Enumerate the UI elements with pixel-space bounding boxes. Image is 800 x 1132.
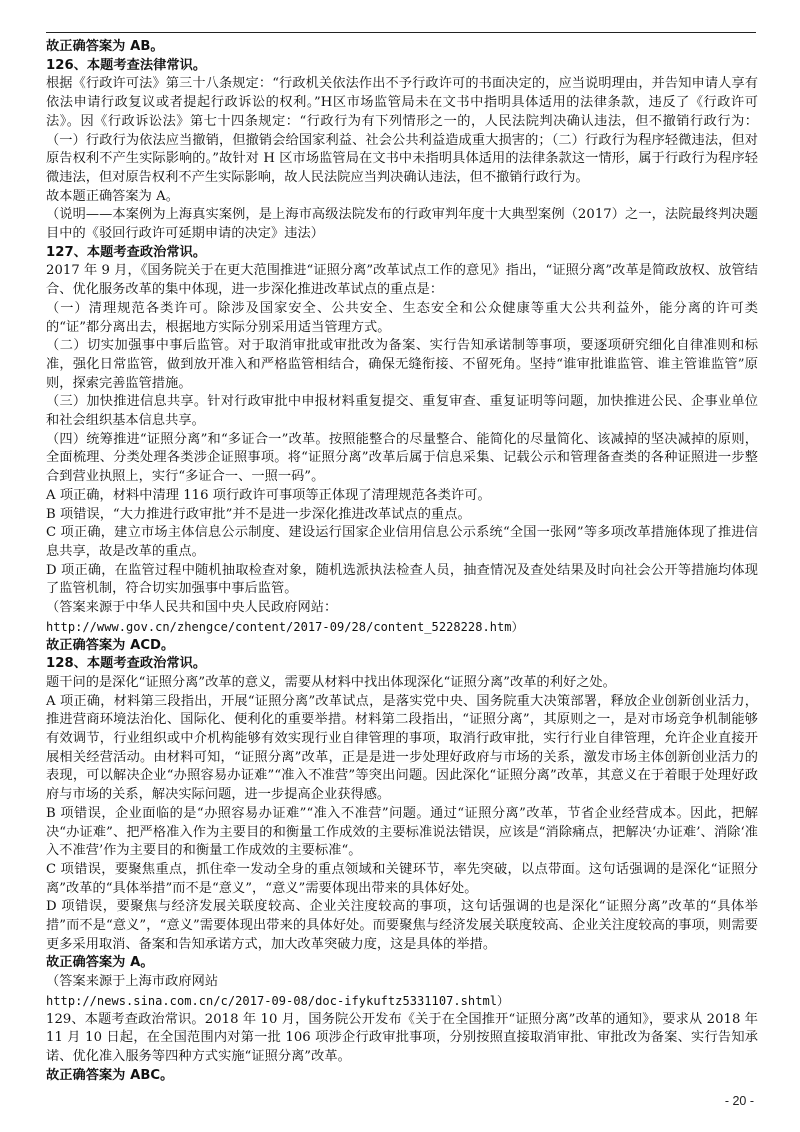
option-explanation: A 项正确，材料中清理 116 项行政许可事项等正体现了清理规范各类许可。	[46, 487, 491, 503]
source-url: http://www.gov.cn/zhengce/content/2017-09/28/content_5228228.htm）	[46, 619, 524, 634]
option-explanation: D 项错误，要聚焦与经济发展关联度较高、企业关注度较高的事项，这句话强调的也是深化“证照分离”改革的“具体举措”而不是“意义”，“意义”需要体现出带来的具体好处。而要聚焦与经济发展关联度较高、企业关注度较高的事项，则需要更多采用取消、备案和告知承诺方式，加大改革突破力度，这是具体的举措。	[46, 899, 758, 952]
answer-line: 故正确答案为 ABC。	[46, 1067, 174, 1083]
option-explanation: C 项正确，建立市场主体信息公示制度、建设运行国家企业信用信息公示系统“全国一张网”等多项改革措施体现了推进信息共享，故是改革的重点。	[46, 525, 758, 559]
option-explanation: C 项错误，要聚焦重点，抓住牵一发动全身的重点领域和关键环节，率先突破，以点带面。这句话强调的是深化“证照分离”改革的“具体举措”而不是“意义”，“意义”需要体现出带来的具体好处。	[46, 861, 758, 896]
paragraph: 根据《行政许可法》第三十八条规定：“行政机关依法作出不予行政许可的书面决定的，应当说明理由，并告知申请人享有依法申请行政复议或者提起行政诉讼的权利。”H区市场监管局未在文书中指明具体适用的法律条款，违反了《行政许可法》。因《行政诉讼法》第七十四条规定：“行政行为有下列情形之一的，人民法院判决确认违法，但不撤销行政行为：（一）行政行为依法应当撤销，但撤销会给国家利益、社会公共利益造成重大损害的；（二）行政行为程序轻微违法，但对原告权利不产生实际影响的。”故针对 H 区市场监管局在文书中未指明具体适用的法律条款这一情形，属于行政行为程序轻微违法，但对原告权利不产生实际影响，故人民法院应当判决确认违法，但不撤销行政行为。	[46, 76, 758, 185]
paragraph: 2017 年 9 月，《国务院关于在更大范围推进“证照分离”改革试点工作的意见》指出，“证照分离”改革是简政放权、放管结合、优化服务改革的集中体现，进一步深化推进改革试点的重点是：	[46, 263, 758, 298]
option-explanation: B 项错误，“大力推进行政审批”并不是进一步深化推进改革试点的重点。	[46, 506, 471, 522]
answer-line: 故正确答案为 A。	[46, 955, 154, 971]
document-body	[46, 38, 758, 1085]
option-explanation: A 项正确，材料第三段指出，开展“证照分离”改革试点，是落实党中央、国务院重大决策部署，释放企业创新创业活力，推进营商环境法治化、国际化、便利化的重要举措。材料第二段指出，“证照分离”，其原则之一，是对市场竞争机制能够有效调节，行业组织或中介机构能够有效实现行业自律管理的事项，取消行政审批，实行行业自律管理，允许企业直接开展相关经营活动。由材料可知，“证照分离”改革，正是是进一步处理好政府与市场的关系，激发市场主体创新创业活力的表现，可以解决企业“办照容易办证难”“准入不准营”等突出问题。因此深化“证照分离”改革，其意义在于着眼于处理好政府与市场的关系，解决实际问题，进一步提高企业获得感。	[46, 693, 758, 803]
page-number: - 20 -	[724, 1094, 754, 1108]
question-heading: 126、本题考查法律常识。	[46, 57, 207, 73]
option-explanation: D 项正确，在监管过程中随机抽取检查对象，随机选派执法检查人员，抽查情况及查处结果及时向社会公开等措施均体现了监管机制，符合切实加强事中事后监管。	[46, 562, 758, 597]
option-explanation: B 项错误，企业面临的是“办照容易办证难”“准入不准营”问题。通过“证照分离”改革，节省企业经营成本。因此，把解决“办证难”、把严格准入作为主要目的和衡量工作成效的主要标准说法错误，应该是“消除痛点，把解决‘办证难’、消除‘准入不准营’作为主要目的和衡量工作成效的主要标准“。	[46, 805, 758, 859]
paragraph: 129、本题考查政治常识。2018 年 10 月，国务院公开发布《关于在全国推开“证照分离”改革的通知》，要求从 2018 年 11 月 10 日起，在全国范围内对第一批 106 项涉企行政审批事项，分别按照直接取消审批、审批改为备案、实行告知承诺、优化准入服务等四种方式实施“证照分离”改革。	[46, 1011, 758, 1064]
paragraph: （四）统筹推进“证照分离”和“多证合一”改革。按照能整合的尽量整合、能简化的尽量简化、该减掉的坚决减掉的原则，全面梳理、分类处理各类涉企证照事项。将“证照分离”改革后属于信息采集、记载公示和管理备查类的各种证照进一步整合到营业执照上，实行“多证合一、一照一码”。	[46, 431, 758, 485]
paragraph: （说明——本案例为上海真实案例，是上海市高级法院发布的行政审判年度十大典型案例（2017）之一，法院最终判决题目中的《驳回行政许可延期申请的决定》违法）	[46, 207, 758, 242]
paragraph: 故本题正确答案为 A。	[46, 188, 179, 204]
source-url: http://news.sina.com.cn/c/2017-09-08/doc-ifykuftz5331107.shtml）	[46, 993, 510, 1008]
answer-line: 故正确答案为 ACD。	[46, 637, 175, 653]
paragraph: 题干问的是深化“证照分离”改革的意义，需要从材料中找出体现深化“证照分离”改革的利好之处。	[46, 674, 616, 690]
paragraph: （二）切实加强事中事后监管。对于取消审批或审批改为备案、实行告知承诺制等事项，要逐项研究细化自律准则和标准，强化日常监管，做到放开准入和严格监管相结合，确保无缝衔接、不留死角。坚持“谁审批谁监管、谁主管谁监管”原则，探索完善监管措施。	[46, 338, 758, 391]
answer-line: 故正确答案为 AB。	[46, 39, 164, 54]
source-note: （答案来源于上海市政府网站	[46, 974, 219, 990]
paragraph: （三）加快推进信息共享。针对行政审批中申报材料重复提交、重复审查、重复证明等问题，加快推进公民、企事业单位和社会组织基本信息共享。	[46, 394, 758, 429]
header-rule	[46, 32, 756, 33]
question-heading: 128、本题考查政治常识。	[46, 656, 207, 672]
paragraph: （一）清理规范各类许可。除涉及国家安全、公共安全、生态安全和公众健康等重大公共利益外，能分离的许可类的“证”都分离出去，根据地方实际分别采用适当管理方式。	[46, 300, 758, 335]
question-heading: 127、本题考查政治常识。	[46, 244, 207, 260]
source-note: （答案来源于中华人民共和国中央人民政府网站：	[46, 600, 338, 616]
